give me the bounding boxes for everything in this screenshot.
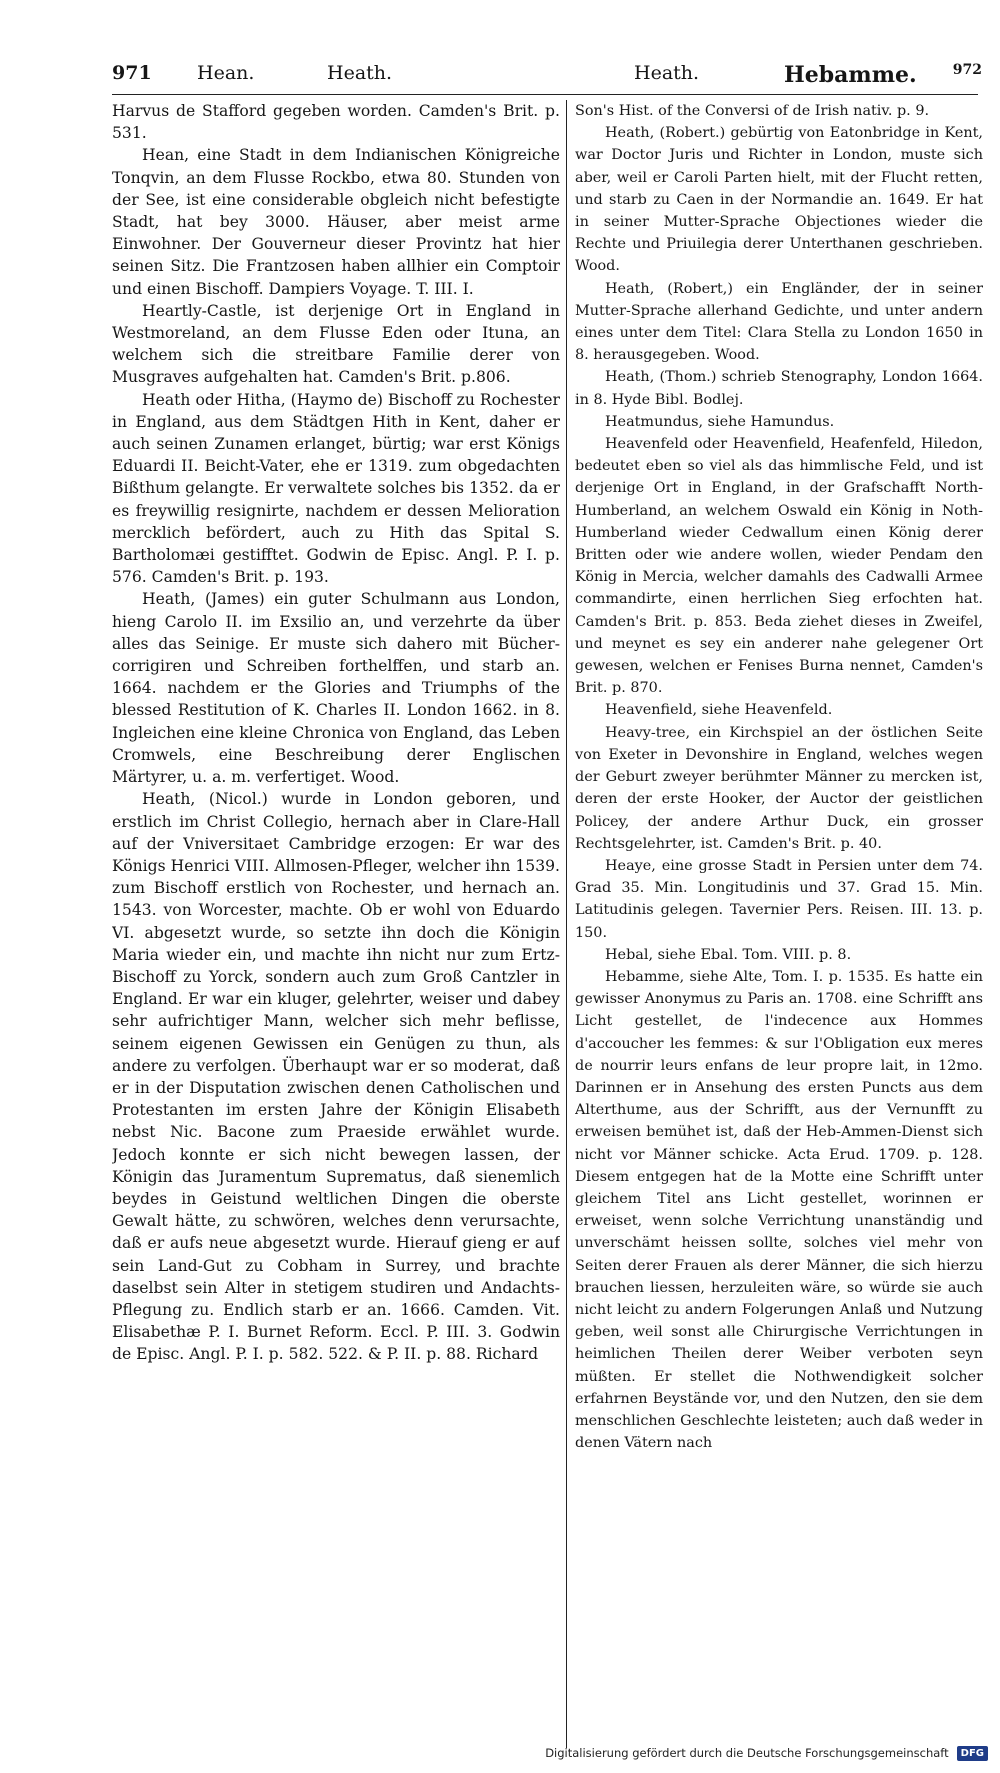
- entry-heavy-tree: Heavy-tree, ein Kirchspiel an der östlichen Seite von Exeter in Devonshire in England, welches wegen der Geburt zweyer berühmter Männer zu mercken ist, deren der erste Hooker, der Auctor der geistlichen Policey, der andere Arthur Duck, ein grosser Rechtsgelehrter, ist. Camden's Brit. p. 40.: [575, 724, 983, 852]
- entry-heath-thom: Heath, (Thom.) schrieb Stenography, London 1664. in 8. Hyde Bibl. Bodlej.: [575, 369, 983, 408]
- left-column: [112, 100, 560, 1748]
- dfg-logo: DFG: [957, 1746, 988, 1761]
- funding-credit: Digitalisierung gefördert durch die Deutsche Forschungsgemeinschaft: [545, 1746, 949, 1760]
- entry-hebal: Hebal, siehe Ebal. Tom. VIII. p. 8.: [605, 946, 852, 963]
- entry-heartly-castle: Heartly-Castle, ist derjenige Ort in England in Westmoreland, an dem Flusse Eden oder Ituna, an welchem sich die streitbare Familie derer von Musgraves aufgehalten hat. Camden's Brit. p.806.: [112, 301, 560, 387]
- entry-heath-robert-2: Heath, (Robert,) ein Engländer, der in seiner Mutter-Sprache allerhand Gedichte, und unter andern eines unter dem Titel: Clara Stella zu London 1650 in 8. herausgegeben. Wood.: [575, 280, 983, 364]
- digitization-footer: [0, 1743, 988, 1763]
- running-head-left-2: Heath.: [327, 62, 393, 84]
- column-divider: [566, 100, 567, 1748]
- entry-heaye: Heaye, eine grosse Stadt in Persien unter dem 74. Grad 35. Min. Longitudinis und 37. Grad 15. Min. Latitudinis gelegen. Tavernier Pers. Reisen. III. 13. p. 150.: [575, 857, 983, 941]
- entry-hebamme: Hebamme, siehe Alte, Tom. I. p. 1535. Es hatte ein gewisser Anonymus zu Paris an. 1708. eine Schrifft ans Licht gestellet, de l'indecence aux Hommes d'accoucher les femmes: & sur l'Obligation eux meres de nourrir leurs enfans de leur propre lait, in 12mo. Darinnen er in Ansehung des ersten Puncts aus dem Alterthume, aus der Schrifft, aus der Vernunfft zu erweisen bemühet ist, daß der Heb-Ammen-Dienst sich nicht vor Männer schicke. Acta Erud. 1709. p. 128. Diesem entgegen hat de la Motte eine Schrifft unter gleichem Titel ans Licht gestellet, worinnen er erweiset, wenn solche Verrichtung unanständig und unverschämt heissen sollte, solches viel mehr von Seiten derer Frauen als derer Männer, die sich hierzu brauchen liessen, herzuleiten wäre, so würde sie auch nicht leicht zu andern Folgerungen Anlaß und Nutzung geben, weil sonst alle Chirurgische Verrichtungen in heimlichen Theilen derer Weiber verboten seyn müßten. Er stellet die Nothwendigkeit solcher erfahrnen Beystände vor, und den Nutzen, den sie dem menschlichen Geschlechte leisteten; auch daß weder in denen Vätern nach: [575, 968, 983, 1452]
- entry-heath-james: Heath, (James) ein guter Schulmann aus London, hieng Carolo II. im Exsilio an, und verzehrte da über alles das Seinige. Er muste sich dahero mit Bücher-corrigiren und Schreiben forthelffen, und starb an. 1664. nachdem er the Glories and Triumphs of the blessed Restitution of K. Charles II. London 1662. in 8. Ingleichen eine kleine Chronica von England, das Leben Cromwels, eine Beschreibung derer Englischen Märtyrer, u. a. m. verfertiget. Wood.: [112, 590, 560, 787]
- entry-continuation: Harvus de Stafford gegeben worden. Camden's Brit. p. 531.: [112, 102, 560, 143]
- entry-heatmundus: Heatmundus, siehe Hamundus.: [605, 413, 835, 430]
- entry-continuation: Son's Hist. of the Conversi of de Irish nativ. p. 9.: [575, 103, 930, 119]
- running-head-left-1: Hean.: [197, 62, 255, 84]
- entry-heath-robert-1: Heath, (Robert.) gebürtig von Eatonbridge in Kent, war Doctor Juris und Richter in London, muste sich aber, weil er Caroli Parten hielt, mit der Flucht retten, und starb zu Caen in der Normandie an. 1649. Er hat in seiner Mutter-Sprache Objectiones wieder die Rechte und Priuilegia derer Unterthanen geschrieben. Wood.: [575, 125, 983, 275]
- running-head-right-2: Hebamme.: [784, 62, 917, 88]
- page-number-left: 971: [112, 62, 152, 84]
- running-head-right-1: Heath.: [634, 62, 700, 84]
- right-column: [575, 100, 983, 1748]
- entry-heath-haymo: Heath oder Hitha, (Haymo de) Bischoff zu Rochester in England, aus dem Städtgen Hith in Kent, daher er auch seinen Zunamen erlanget, bürtig; war erst Königs Eduardi II. Beicht-Vater, ehe er 1319. zum obgedachten Bißthum gelangte. Er verwaltete solches bis 1352. da er es freywillig resignirte, nachdem er dessen Melioration mercklich befördert, auch zu Hith das Spital S. Bartholomæi gestifftet. Godwin de Episc. Angl. P. I. p. 576. Camden's Brit. p. 193.: [112, 390, 560, 587]
- entry-hean: Hean, eine Stadt in dem Indianischen Königreiche Tonqvin, an dem Flusse Rockbo, etwa 80. Stunden von der See, ist eine considerable obgleich nicht befestigte Stadt, hat bey 3000. Häuser, aber meist arme Einwohner. Der Gouverneur dieser Provintz hat hier seinen Sitz. Die Frantzosen haben allhier ein Comptoir und einen Bischoff. Dampiers Voyage. T. III. I.: [112, 146, 560, 298]
- entry-heavenfield: Heavenfield, siehe Heavenfeld.: [605, 702, 833, 719]
- header-rule: [112, 94, 978, 95]
- entry-heath-nicol: Heath, (Nicol.) wurde in London geboren, und erstlich im Christ Collegio, hernach aber in Clare-Hall auf der Vniversitaet Cambridge erzogen: Er war des Königs Henrici VIII. Allmosen-Pfleger, welcher ihn 1539. zum Bischoff erstlich von Rochester, und hernach an. 1543. von Worcester, machte. Ob er wohl von Eduardo VI. abgesetzt wurde, so setzte ihn doch die Königin Maria wieder ein, und machte ihn nicht nur zum Ertz-Bischoff zu Yorck, sondern auch zum Groß Cantzler in England. Er war ein kluger, gelehrter, weiser und dabey sehr aufrichtiger Mann, welcher sich mehr beflisse, seinem eigenen Gewissen ein Genügen zu thun, als andere zu verfolgen. Überhaupt war er so moderat, daß er in der Disputation zwischen denen Catholischen und Protestanten im ersten Jahre der Königin Elisabeth nebst Nic. Bacone zum Praeside erwählet wurde. Jedoch konnte er sich nicht bewegen lassen, der Königin das Juramentum Suprematus, daß sienemlich beydes in Geistund weltlichen Dingen die oberste Gewalt hätte, zu schwören, welches denn verursachte, daß er aufs neue abgesetzt wurde. Hierauf gieng er auf sein Land-Gut zu Cobham in Surrey, und brachte daselbst sein Alter in stetigem studiren und Andachts-Pflegung zu. Endlich starb er an. 1666. Camden. Vit. Elisabethæ P. I. Burnet Reform. Eccl. P. III. 3. Godwin de Episc. Angl. P. I. p. 582. 522. & P. II. p. 88. Richard: [112, 790, 560, 1364]
- page-header: [112, 62, 982, 92]
- entry-heavenfeld: Heavenfeld oder Heavenfield, Heafenfeld, Hiledon, bedeutet eben so viel als das himmlische Feld, und ist derjenige Ort in England, in der Grafschafft North-Humberland, an welchem Oswald ein König in Noth-Humberland wieder Cedwallum einen König derer Britten oder wie andere wollen, wieder Pendam den König in Mercia, welcher damahls des Cadwalli Armee commandirte, einen herrlichen Sieg erfochten hat. Camden's Brit. p. 853. Beda ziehet dieses in Zweifel, und meynet es sey ein anderer nahe gelegener Ort gewesen, welchen er Fenises Burna nennet, Camden's Brit. p. 870.: [575, 436, 983, 697]
- page-number-right: 972: [952, 62, 982, 78]
